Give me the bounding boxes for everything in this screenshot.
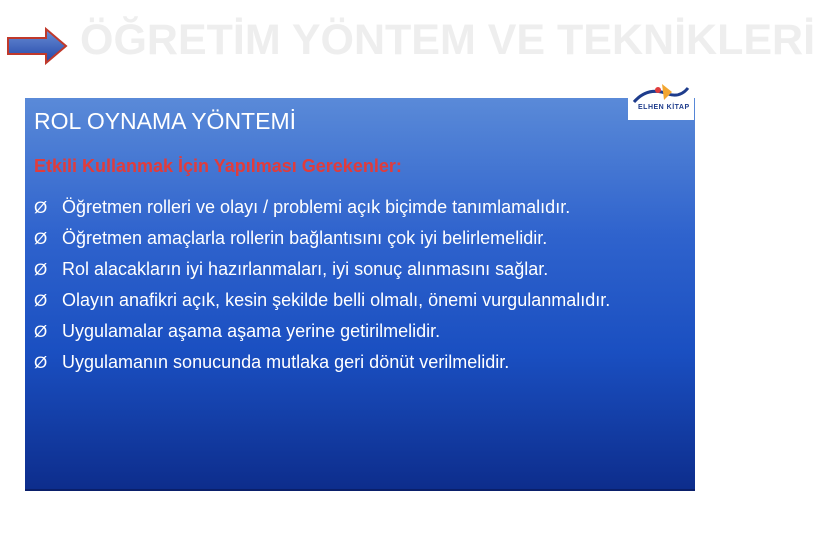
bullet-arrow-icon: Ø xyxy=(34,353,48,372)
bullet-list xyxy=(34,196,684,382)
bullet-arrow-icon: Ø xyxy=(34,229,48,248)
slide-subtitle: ROL OYNAMA YÖNTEMİ xyxy=(34,108,296,134)
list-item-text: Öğretmen amaçlarla rollerin bağlantısını çok iyi belirlemelidir. xyxy=(62,228,548,248)
bullet-arrow-icon: Ø xyxy=(34,198,48,217)
list-item-text: Öğretmen rolleri ve olayı / problemi açık biçimde tanımlamalıdır. xyxy=(62,197,571,217)
list-item xyxy=(34,258,684,281)
list-item-text: Rol alacakların iyi hazırlanmaları, iyi sonuç alınmasını sağlar. xyxy=(62,259,549,279)
list-item xyxy=(34,351,684,374)
page-title: ÖĞRETİM YÖNTEM VE TEKNİKLERİ xyxy=(80,16,815,64)
bullet-arrow-icon: Ø xyxy=(34,322,48,341)
list-item xyxy=(34,320,684,343)
section-heading: Etkili Kullanmak İçin Yapılması Gerekenler: xyxy=(34,156,402,176)
logo-mark-icon xyxy=(628,80,694,106)
list-item-text: Uygulamalar aşama aşama yerine getirilmelidir. xyxy=(62,321,441,341)
list-item xyxy=(34,289,684,312)
publisher-logo xyxy=(628,80,694,120)
list-item xyxy=(34,227,684,250)
list-item xyxy=(34,196,684,219)
bullet-arrow-icon: Ø xyxy=(34,291,48,310)
right-arrow-icon xyxy=(6,26,68,66)
panel-divider xyxy=(25,489,695,491)
list-item-text: Olayın anafikri açık, kesin şekilde belli olmalı, önemi vurgulanmalıdır. xyxy=(62,290,611,310)
bullet-arrow-icon: Ø xyxy=(34,260,48,279)
list-item-text: Uygulamanın sonucunda mutlaka geri dönüt verilmelidir. xyxy=(62,352,510,372)
logo-text: ELHEN KİTAP xyxy=(638,104,690,111)
